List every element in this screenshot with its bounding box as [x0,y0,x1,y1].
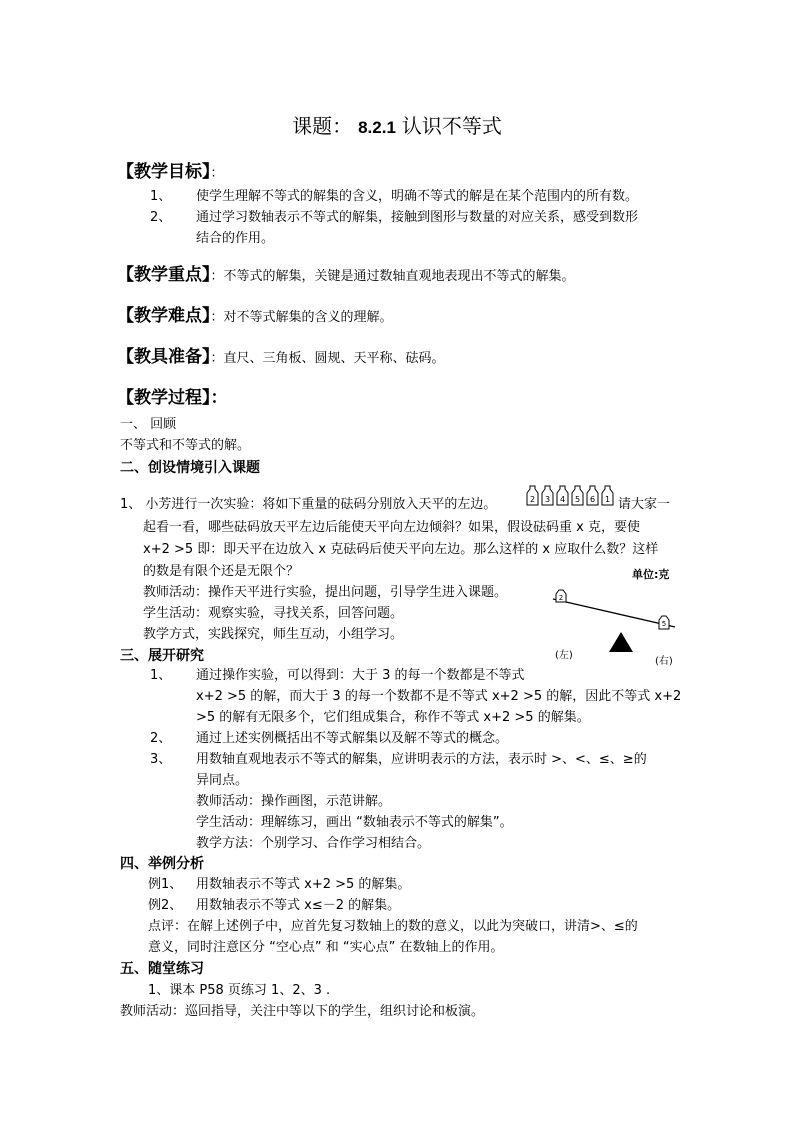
balance-beam [553,599,675,627]
s3-item-1-line-2: x+2 >5 的解，而大于 3 的每一个数都不是不等式 x+2 >5 的解，因此不等式 x+2 [196,689,682,704]
example-2-num: 例2、 [148,898,183,913]
section-3-title: 三、展开研究 [120,648,204,664]
s3-item-2-num: 2、 [150,731,172,746]
weight-6 [602,486,613,505]
s2-line-4: 的数是有限个还是无限个？ [143,564,300,579]
section-2-title: 二、创设情境引入课题 [120,460,260,476]
process-colon: ： [210,388,228,408]
left-weight-label: 2 [558,594,564,602]
key-points [117,260,575,287]
weight-5 [587,486,598,505]
section-5-title: 五、随堂练习 [120,961,204,977]
s3-item-1-line-3: >5 的解有无限多个，它们组成集合，称作不等式 x+2 >5 的解集。 [196,710,590,725]
right-label: (右) [655,656,673,667]
weight-label: 3 [544,495,551,504]
tools [117,342,445,369]
right-weight-label: 5 [661,620,667,628]
key-points-heading: 【教学重点】 [117,265,211,285]
weight-label: 2 [529,495,536,504]
title-prefix: 课题： [292,114,353,138]
difficulties-text: ：对不等式解集的含义的理解。 [210,310,393,325]
section-1-line: 不等式和不等式的解。 [120,438,251,453]
comment-line-1: 点评：在解上述例子中，应首先复习数轴上的数的意义，以此为突破口，讲清>、≤的 [148,919,638,934]
s3-item-2-line-1: 通过上述实例概括出不等式解集以及解不等式的概念。 [196,731,509,746]
weight-label: 4 [559,495,566,504]
s3-teacher-activity: 教师活动：操作画图，示范讲解。 [196,794,392,809]
title-text: 认识不等式 [401,114,502,138]
weight-3 [557,486,568,505]
s2-line-1b: 请大家一 [618,497,671,512]
lesson-number: 8.2.1 [358,118,396,137]
s3-item-1-num: 1、 [150,668,172,683]
s2-teaching-mode: 教学方式，实践探究，师生互动，小组学习。 [143,627,404,642]
goals-heading-text: 【教学目标】 [117,162,211,182]
difficulties-heading: 【教学难点】 [117,306,211,326]
left-weight [556,590,566,602]
weight-label: 5 [574,495,581,504]
s3-item-3-num: 3、 [150,752,172,767]
weights-row [525,481,617,507]
s2-line-2: 起看一看，哪些砝码放天平左边后能使天平向左边倾斜？如果，假设砝码重 x 克，要使 [143,520,640,535]
s3-student-activity: 学生活动：理解练习，画出 “数轴表示不等式的解集”。 [196,815,513,830]
s3-item-3-line-2: 异同点。 [196,773,249,788]
goal-1-text: 使学生理解不等式的解集的含义，明确不等式的解是在某个范围内的所有数。 [196,189,639,204]
practice-line: 1、课本 P58 页练习 1、2、3 . [148,983,331,998]
tools-text: ：直尺、三角板、圆规、天平称、砝码。 [210,351,445,366]
weight-label: 1 [604,495,611,504]
process-heading-text: 【教学过程】 [117,388,211,408]
s2-line-3: x+2 >5 即：即天平在边放入 x 克砝码后使天平向左边。那么这样的 x 应取什么数？这样 [143,542,659,557]
s3-teaching-method: 教学方法：个别学习、合作学习相结合。 [196,836,431,851]
example-1-num: 例1、 [148,877,183,892]
section-1-title: 一、 回顾 [120,417,177,432]
difficulties [117,301,393,328]
s3-item-3-line-1: 用数轴直观地表示不等式的解集，应讲明表示的方法，表示时 >、<、≤、≥的 [196,752,647,767]
goal-2-text-cont: 结合的作用。 [196,231,275,246]
weight-4 [572,486,583,505]
weight-2 [542,486,553,505]
right-weight [659,616,669,629]
goal-2-num: 2、 [150,210,172,225]
s5-teacher-activity: 教师活动：巡回指导，关注中等以下的学生，组织讨论和板演。 [120,1004,485,1019]
goals-colon: ： [210,166,224,181]
balance-scale-figure [545,582,685,672]
balance-pivot [609,632,633,652]
example-1-text: 用数轴表示不等式 x+2 >5 的解集。 [196,877,411,892]
example-2-text: 用数轴表示不等式 x≤－2 的解集。 [196,898,401,913]
s2-teacher-activity: 教师活动：操作天平进行实验，提出问题，引导学生进入课题。 [143,585,508,600]
s2-line-1a: 1、 小芳进行一次实验：将如下重量的砝码分别放入天平的左边。 [120,497,497,512]
left-label: (左) [555,650,573,661]
process-heading [117,383,228,408]
tools-heading: 【教具准备】 [117,347,211,367]
key-points-text: ：不等式的解集，关键是通过数轴直观地表现出不等式的解集。 [210,269,575,284]
page-title [0,110,794,139]
comment-line-2: 意义，同时注意区分 “空心点” 和 “实心点” 在数轴上的作用。 [148,940,504,955]
section-4-title: 四、举例分析 [120,856,204,872]
unit-label: 单位:克 [632,568,670,581]
s2-student-activity: 学生活动：观察实验，寻找关系，回答问题。 [143,606,404,621]
goals-heading [117,157,224,182]
weight-label: 6 [589,495,596,504]
weight-1 [527,486,538,505]
s3-item-1-line-1: 通过操作实验，可以得到：大于 3 的每一个数都是不等式 [196,668,525,683]
goal-2-text: 通过学习数轴表示不等式的解集，接触到图形与数量的对应关系，感受到数形 [196,210,639,225]
goal-1-num: 1、 [150,189,172,204]
